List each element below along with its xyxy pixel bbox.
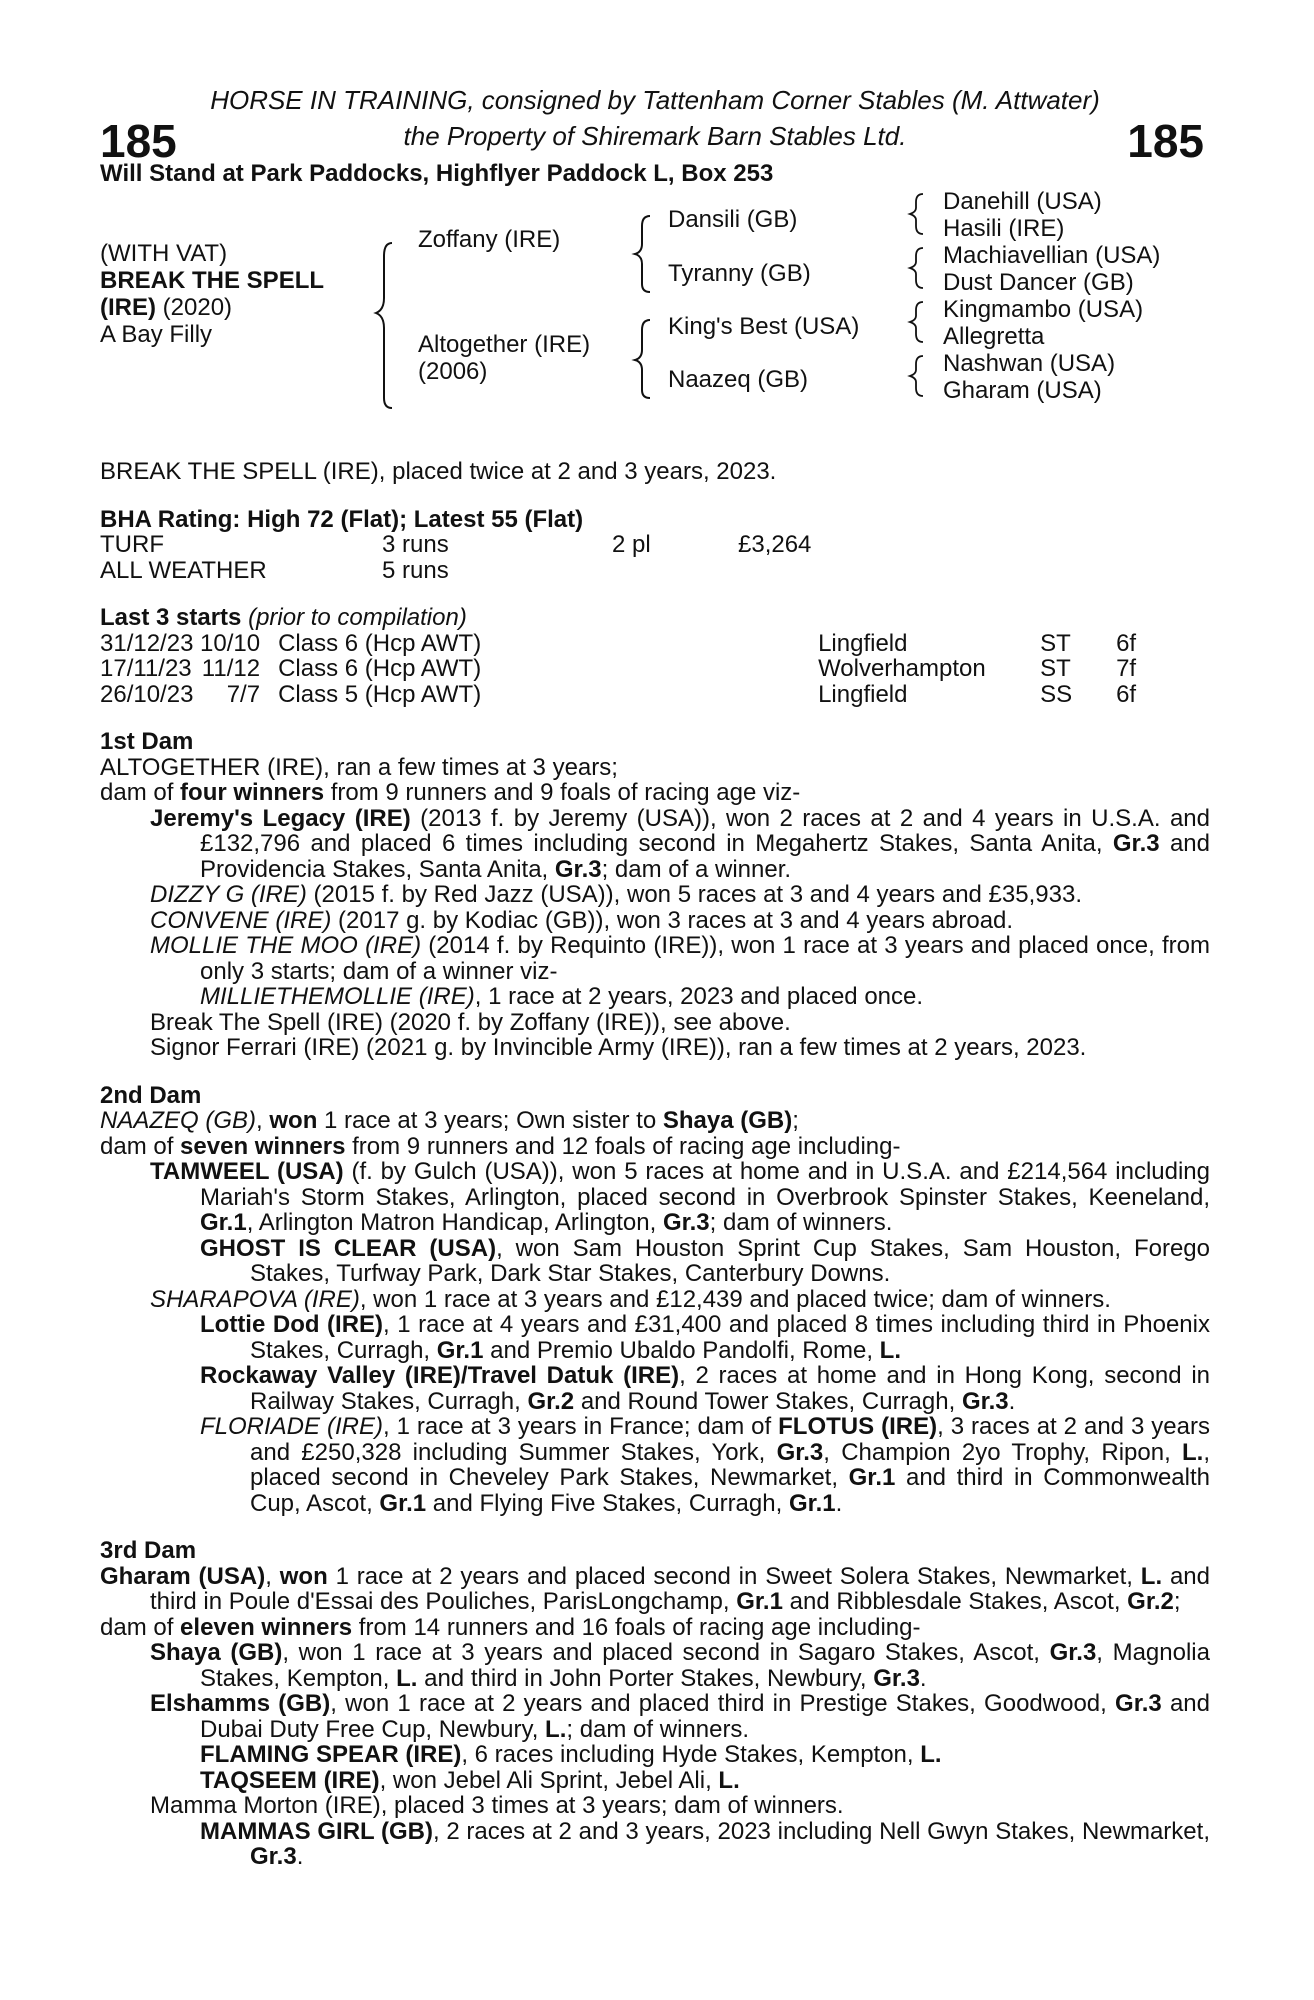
dd-sire: Nashwan (USA) (943, 350, 1116, 377)
t: L. (718, 1766, 740, 1794)
t: DIZZY G (IRE) (150, 881, 307, 908)
t: dam of (100, 1613, 181, 1641)
t: ; (1173, 1588, 1181, 1615)
start-date: 17/11/23 (100, 655, 192, 682)
t: four winners (180, 779, 325, 806)
horse-year: (2020) (156, 294, 233, 321)
t: , 1 race at 3 years in France; dam of (382, 1413, 779, 1440)
t: , Magnolia Stakes, Kempton, (200, 1639, 1210, 1692)
start-course: Wolverhampton (818, 655, 986, 682)
t: Elshamms (GB) (150, 1690, 331, 1717)
second-dam-title: 2nd Dam (100, 1081, 202, 1109)
rating-runs: 5 runs (382, 556, 449, 584)
t: , won 1 race at 3 years and £12,439 and placed twice; dam of winners. (359, 1285, 1111, 1313)
produce-entry (100, 1287, 1210, 1313)
catalogue-page (100, 82, 1210, 1870)
t: , Champion 2yo Trophy, Ripon, (823, 1438, 1183, 1466)
t: TAQSEEM (IRE) (200, 1766, 380, 1794)
t: won (269, 1107, 318, 1134)
t: (2017 g. by Kodiac (GB)), won 3 races at 3 and 4 years abroad. (331, 906, 1014, 934)
t: L. (1140, 1562, 1163, 1590)
last-starts-heading (100, 605, 1210, 631)
ss-dam: Hasili (IRE) (943, 215, 1065, 242)
t: ; (792, 1107, 799, 1134)
t: (2015 f. by Red Jazz (USA)), won 5 races at 3 and 4 years and £35,933. (306, 881, 1082, 908)
t: NAAZEQ (GB) (100, 1107, 257, 1134)
t: Gr.1 (736, 1588, 783, 1615)
first-dam-title: 1st Dam (100, 728, 194, 755)
t: Gr.3 (961, 1387, 1009, 1415)
t: , 1 race at 2 years, 2023 and placed once. (474, 983, 924, 1010)
t: Jeremy's Legacy (IRE) (150, 804, 411, 832)
ds-sire: Kingmambo (USA) (943, 296, 1144, 323)
t: 1 race at 2 years and placed second in Sweet Solera Stakes, Newmarket, (327, 1562, 1141, 1590)
dam-year: (2006) (418, 358, 488, 385)
t: Gharam (USA) (100, 1562, 266, 1590)
produce-entry (100, 1819, 1210, 1870)
table-row (100, 631, 1136, 657)
t: . (296, 1843, 304, 1870)
t: FLAMING SPEAR (IRE) (200, 1741, 462, 1768)
t: dam of (100, 1132, 181, 1160)
brace-3 (630, 304, 660, 414)
start-distance: 6f (1116, 629, 1137, 657)
dam-dam: Naazeq (GB) (668, 366, 809, 393)
t: ; dam of winners. (566, 1715, 750, 1743)
first-dam-line: ALTOGETHER (IRE), ran a few times at 3 years; (100, 753, 618, 781)
produce-entry: Break The Spell (IRE) (2020 f. by Zoffany (IRE)), see above. (150, 1008, 791, 1036)
rating-prize: £3,264 (738, 531, 812, 558)
t: , won 1 race at 2 years and placed third in Prestige Stakes, Goodwood, (330, 1690, 1116, 1717)
t: Gr.1 (200, 1209, 247, 1236)
stand-location: Will Stand at Park Paddocks, Highflyer Paddock L, Box 253 (100, 160, 774, 187)
t: MAMMAS GIRL (GB) (200, 1817, 433, 1845)
t: and Flying Five Stakes, Curragh, (426, 1489, 789, 1517)
produce-entry (100, 1363, 1210, 1414)
produce-entry (100, 1768, 1210, 1794)
t: Gr.1 (436, 1336, 484, 1364)
t: seven winners (180, 1132, 346, 1160)
t: , 3 races at 2 and 3 years and £250,328 including Summer Stakes, York, (250, 1413, 1210, 1466)
t: dam of (100, 779, 181, 806)
produce-entry: Mamma Morton (IRE), placed 3 times at 3 years; dam of winners. (150, 1792, 844, 1819)
t: , 2 races at home and in Hong Kong, second in Railway Stakes, Curragh, (250, 1362, 1210, 1415)
t: Gr.3 (1112, 830, 1160, 857)
dd-dam: Gharam (USA) (943, 377, 1102, 404)
horse-country: (IRE) (100, 294, 156, 321)
start-distance: 6f (1116, 680, 1137, 708)
third-dam-produce-line (100, 1615, 1210, 1641)
t: , 2 races at 2 and 3 years, 2023 including Nell Gwyn Stakes, Newmarket, (432, 1817, 1210, 1845)
t: TAMWEEL (USA) (150, 1158, 344, 1185)
t: L. (879, 1336, 901, 1364)
t: , (265, 1562, 280, 1590)
horse-description: A Bay Filly (100, 321, 213, 348)
rating-placed: 2 pl (612, 531, 651, 558)
t: ; dam of winners. (709, 1209, 893, 1236)
t: Gr.1 (848, 1464, 896, 1491)
t: L. (1182, 1438, 1204, 1466)
start-position: 11/12 (201, 655, 261, 682)
t: and third in Commonwealth Cup, Ascot, (250, 1464, 1210, 1517)
produce-entry (100, 1640, 1210, 1691)
t: (f. by Gulch (USA)), won 5 races at home and in U.S.A. and £214,564 including Mariah's Storm Stakes, Arlington, placed second in Overbrook Spinster Stakes, Keeneland, (200, 1158, 1211, 1211)
produce-entry (100, 1742, 1210, 1768)
t: (2014 f. by Requinto (IRE)), won 1 race at 3 years and placed once, from only 3 starts; dam of a winner viz- (200, 932, 1210, 985)
table-row (100, 558, 811, 584)
t: CONVENE (IRE) (150, 906, 332, 934)
produce-entry (100, 806, 1210, 883)
t: and third in Poule d'Essai des Pouliches, ParisLongchamp, (150, 1562, 1211, 1615)
third-dam-section (100, 1538, 1210, 1870)
t: from 9 runners and 12 foals of racing age including- (345, 1132, 901, 1160)
rating-section (100, 507, 1210, 584)
t: , won Jebel Ali Sprint, Jebel Ali, (379, 1766, 719, 1794)
second-dam-line (100, 1108, 1210, 1134)
property-line: the Property of Shiremark Barn Stables Ltd. (403, 121, 907, 151)
t: , Arlington Matron Handicap, Arlington, (246, 1209, 663, 1236)
rating-surface: ALL WEATHER (100, 556, 267, 584)
sd-dam: Dust Dancer (GB) (943, 269, 1134, 296)
t: Gr.3 (776, 1438, 824, 1466)
t: ; dam of a winner. (601, 855, 792, 883)
t: GHOST IS CLEAR (USA) (200, 1234, 497, 1262)
start-course: Lingfield (818, 680, 908, 708)
t: , (256, 1107, 270, 1134)
rating-runs: 3 runs (382, 531, 449, 558)
summary: BREAK THE SPELL (IRE), placed twice at 2 and 3 years, 2023. (100, 458, 777, 485)
horse-name-country (100, 294, 232, 321)
t: won (279, 1562, 328, 1590)
t: , won Sam Houston Sprint Cup Stakes, Sam Houston, Forego Stakes, Turfway Park, Dark Star Stakes, Canterbury Downs. (250, 1234, 1210, 1287)
t: (2013 f. by Jeremy (USA)), won 2 races at 2 and 4 years in U.S.A. and £132,796 and placed 6 times including second in Megahertz Stakes, Santa Anita, (200, 804, 1210, 857)
rating-placed (612, 558, 738, 584)
t: . (1008, 1387, 1016, 1415)
brace-2 (630, 196, 660, 306)
t: . (919, 1664, 927, 1692)
t: L. (545, 1715, 567, 1743)
t: Gr.3 (1049, 1639, 1097, 1666)
t: from 9 runners and 9 foals of racing age viz- (324, 779, 801, 806)
start-going: SS (1040, 680, 1073, 708)
table-row (100, 682, 1136, 708)
produce-entry (100, 984, 1210, 1010)
start-class: Class 6 (Hcp AWT) (278, 655, 482, 682)
table-row (100, 656, 1136, 682)
t: FLOTUS (IRE) (778, 1413, 938, 1440)
t: Gr.3 (873, 1664, 920, 1692)
t: and Dubai Duty Free Cup, Newbury, (200, 1690, 1210, 1743)
last-starts-table (100, 631, 1136, 708)
start-going: ST (1040, 629, 1071, 657)
t: Lottie Dod (IRE) (200, 1311, 384, 1338)
t: L. (920, 1741, 942, 1768)
start-distance: 7f (1116, 655, 1137, 682)
t: 1 race at 3 years; Own sister to (317, 1107, 663, 1134)
ds-dam: Allegretta (943, 323, 1045, 350)
produce-entry (100, 1159, 1210, 1236)
t: L. (396, 1664, 418, 1692)
third-dam-line (100, 1564, 1210, 1615)
sire-sire: Dansili (GB) (668, 206, 798, 233)
rating-prize (738, 558, 811, 584)
produce-entry: Signor Ferrari (IRE) (2021 g. by Invincible Army (IRE)), ran a few times at 2 years, 2023. (150, 1034, 1087, 1061)
start-position: 10/10 (200, 629, 261, 657)
rating-surface: TURF (100, 531, 164, 558)
vat-note: (WITH VAT) (100, 240, 228, 267)
start-date: 26/10/23 (100, 680, 194, 708)
t: and third in John Porter Stakes, Newbury, (417, 1664, 874, 1692)
produce-entry (100, 1236, 1210, 1287)
t: Rockaway Valley (IRE)/Travel Datuk (IRE) (200, 1362, 680, 1389)
rating-title: BHA Rating: High 72 (Flat); Latest 55 (Flat) (100, 505, 584, 533)
table-row (100, 532, 811, 558)
t: , won 1 race at 3 years and placed second in Sagaro Stakes, Ascot, (282, 1639, 1050, 1666)
start-class: Class 6 (Hcp AWT) (278, 629, 482, 657)
horse-name: BREAK THE SPELL (100, 267, 325, 294)
t: MILLIETHEMOLLIE (IRE) (200, 983, 475, 1010)
t: Gr.3 (662, 1209, 710, 1236)
t: and Round Tower Stakes, Curragh, (574, 1387, 962, 1415)
dam: Altogether (IRE) (418, 331, 591, 358)
brace-1 (370, 198, 410, 428)
lot-number-right: 185 (1127, 115, 1204, 167)
second-dam-section (100, 1083, 1210, 1517)
start-position: 7/7 (226, 680, 261, 708)
rating-table (100, 532, 811, 583)
produce-entry (100, 882, 1210, 908)
last-starts-title: Last 3 starts (100, 604, 242, 631)
t: from 14 runners and 16 foals of racing age including- (352, 1613, 921, 1641)
first-dam-produce-line (100, 780, 1210, 806)
produce-entry (100, 908, 1210, 934)
consignor-line: HORSE IN TRAINING, consigned by Tattenham Corner Stables (M. Attwater) (210, 85, 1100, 115)
start-class: Class 5 (Hcp AWT) (278, 680, 482, 708)
start-date: 31/12/23 (100, 629, 194, 657)
t: SHARAPOVA (IRE) (150, 1285, 360, 1313)
t: Gr.3 (250, 1843, 297, 1870)
brace-4 (905, 188, 931, 428)
produce-entry (100, 933, 1210, 984)
t: Gr.3 (554, 855, 602, 883)
t: , 1 race at 4 years and £31,400 and placed 8 times including third in Phoenix Stakes, Curragh, (250, 1311, 1210, 1364)
produce-entry (100, 1691, 1210, 1742)
sd-sire: Machiavellian (USA) (943, 242, 1161, 269)
sire-dam: Tyranny (GB) (668, 260, 811, 287)
t: and Premio Ubaldo Pandolfi, Rome, (483, 1336, 880, 1364)
t: Gr.1 (788, 1489, 836, 1517)
third-dam-title: 3rd Dam (100, 1537, 197, 1564)
produce-entry (100, 1414, 1210, 1516)
t: eleven winners (180, 1613, 353, 1641)
t: Gr.3 (1115, 1690, 1162, 1717)
last-starts-note: (prior to compilation) (241, 604, 467, 631)
t: , placed second in Cheveley Park Stakes, Newmarket, (250, 1438, 1211, 1491)
dam-sire: King's Best (USA) (668, 313, 860, 340)
pedigree-table (100, 188, 1210, 433)
t: and Providencia Stakes, Santa Anita, (200, 830, 1210, 883)
lot-number-left: 185 (100, 115, 177, 167)
last-starts-section (100, 605, 1210, 707)
t: Shaya (GB) (662, 1107, 793, 1134)
t: MOLLIE THE MOO (IRE) (150, 932, 422, 959)
ss-sire: Danehill (USA) (943, 188, 1102, 215)
start-going: ST (1040, 655, 1071, 682)
start-course: Lingfield (818, 629, 908, 657)
produce-entry (100, 1312, 1210, 1363)
first-dam-section (100, 729, 1210, 1061)
sire: Zoffany (IRE) (418, 226, 561, 253)
t: . (835, 1489, 843, 1517)
t: Gr.2 (1127, 1588, 1174, 1615)
t: , 6 races including Hyde Stakes, Kempton, (461, 1741, 921, 1768)
t: Shaya (GB) (150, 1639, 283, 1666)
second-dam-produce-line (100, 1134, 1210, 1160)
t: FLORIADE (IRE) (200, 1413, 383, 1440)
t: and Ribblesdale Stakes, Ascot, (782, 1588, 1128, 1615)
t: Gr.1 (379, 1489, 427, 1517)
t: Gr.2 (527, 1387, 575, 1415)
